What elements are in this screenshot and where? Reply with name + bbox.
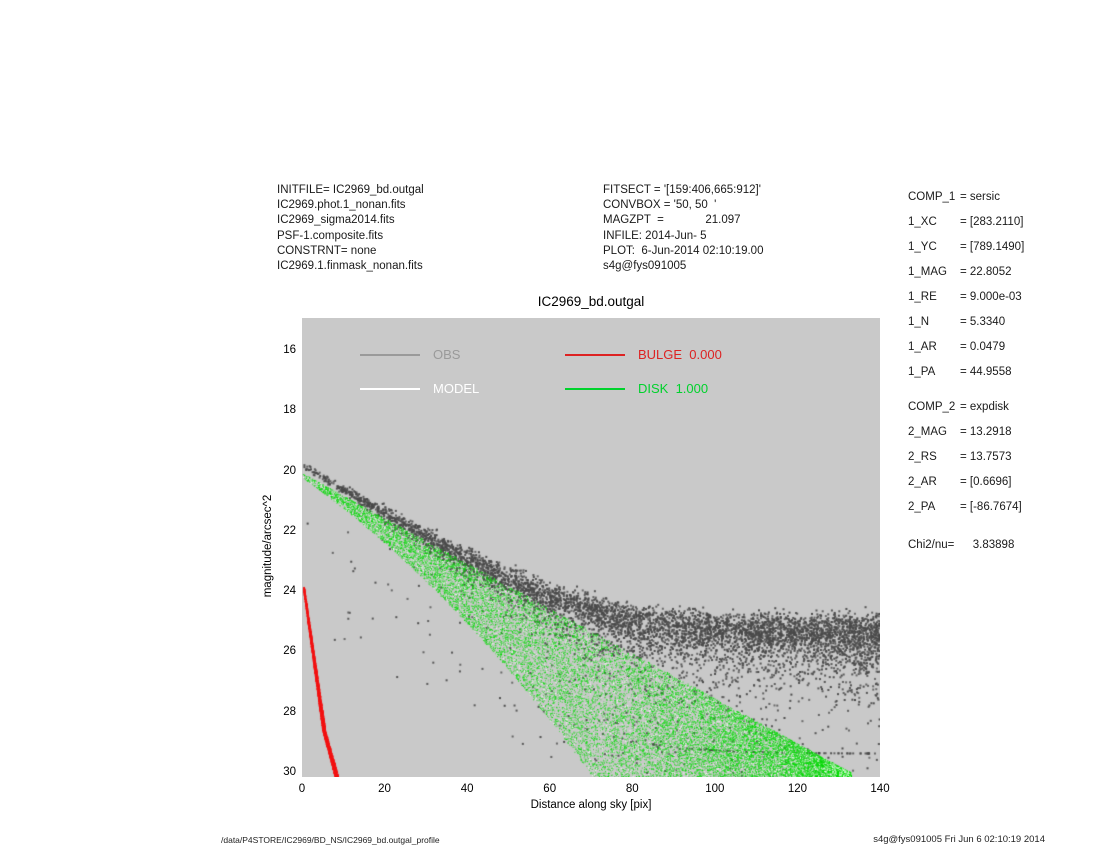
y-tick-label: 28 <box>283 705 296 718</box>
param-value: = 22.8052 <box>960 266 1012 278</box>
param-row <box>908 476 1024 501</box>
param-value: = [283.2110] <box>960 216 1024 228</box>
header-line: IC2969.1.finmask_nonan.fits <box>277 260 423 273</box>
param-name: Chi2/nu= <box>908 539 955 551</box>
y-axis-label: magnitude/arcsec^2 <box>262 494 274 598</box>
param-value: = 9.000e-03 <box>960 291 1022 303</box>
param-row <box>908 291 1024 316</box>
x-tick-label: 40 <box>460 783 474 795</box>
param-row <box>908 191 1024 216</box>
footer-user-timestamp: s4g@fys091005 Fri Jun 6 02:10:19 2014 <box>873 834 1045 845</box>
y-tick-label: 24 <box>283 585 296 598</box>
legend-swatch-line <box>360 354 420 356</box>
header-line: PLOT: 6-Jun-2014 02:10:19.00 <box>603 244 764 257</box>
plot-title: IC2969_bd.outgal <box>537 294 645 309</box>
x-tick-label: 120 <box>787 783 808 795</box>
param-value: = 13.2918 <box>960 426 1012 438</box>
y-tick-label: 30 <box>283 766 296 779</box>
param-group <box>908 539 1024 564</box>
x-tick-label: 60 <box>543 783 557 795</box>
legend-swatch-line <box>360 388 420 390</box>
param-value: = 44.9558 <box>960 366 1012 378</box>
param-row <box>908 401 1024 426</box>
x-tick-label: 100 <box>705 783 725 795</box>
header-fit-settings-block <box>603 183 763 274</box>
header-line: s4g@fys091005 <box>603 260 687 273</box>
header-line: CONVBOX = '50, 50 ' <box>603 199 717 212</box>
legend-label: DISK 1.000 <box>638 381 709 396</box>
y-tick-label: 16 <box>283 343 296 356</box>
header-input-files-block <box>277 183 424 274</box>
param-row <box>908 216 1024 241</box>
param-group <box>908 191 1024 391</box>
param-row <box>908 539 1024 564</box>
param-row <box>908 451 1024 476</box>
param-value: = [789.1490] <box>960 241 1025 253</box>
header-line: FITSECT = '[159:406,665:912]' <box>603 184 761 196</box>
param-row <box>908 426 1024 451</box>
param-name: COMP_2 <box>908 401 956 413</box>
param-value: = expdisk <box>960 401 1009 413</box>
y-tick-label: 18 <box>283 404 296 417</box>
x-tick-label: 140 <box>870 783 890 795</box>
header-line: IC2969_sigma2014.fits <box>277 214 395 227</box>
param-name: 1_MAG <box>908 266 947 278</box>
x-axis-label: Distance along sky [pix] <box>530 799 652 811</box>
profile-plot <box>262 294 890 811</box>
param-row <box>908 366 1024 391</box>
x-tick-label: 80 <box>625 783 639 795</box>
legend-swatch-line <box>565 354 625 356</box>
param-row <box>908 316 1024 341</box>
x-tick-label: 0 <box>298 783 306 795</box>
header-line: INFILE: 2014-Jun- 5 <box>603 229 707 242</box>
param-row <box>908 266 1024 291</box>
header-line: PSF-1.composite.fits <box>277 229 384 242</box>
param-name: 1_PA <box>908 366 936 378</box>
header-line: INITFILE= IC2969_bd.outgal <box>277 184 424 196</box>
y-tick-label: 26 <box>283 645 296 658</box>
legend-label: MODEL <box>433 381 480 396</box>
param-name: 1_N <box>908 316 930 328</box>
header-line: MAGZPT = 21.097 <box>603 214 741 227</box>
param-name: 1_AR <box>908 341 937 353</box>
param-value: = 0.0479 <box>960 341 1006 353</box>
legend-label: BULGE 0.000 <box>638 347 722 362</box>
param-row <box>908 501 1024 526</box>
param-name: 1_XC <box>908 216 937 228</box>
param-value: = sersic <box>960 191 1000 203</box>
param-row <box>908 341 1024 366</box>
param-name: COMP_1 <box>908 191 956 203</box>
header-line: IC2969.phot.1_nonan.fits <box>277 199 406 212</box>
legend-swatch-line <box>565 388 625 390</box>
param-value: = [0.6696] <box>960 476 1012 488</box>
profile-plot-canvas <box>302 318 880 777</box>
footer-file-path: /data/P4STORE/IC2969/BD_NS/IC2969_bd.outgal_profile <box>221 835 440 845</box>
param-value: = [-86.7674] <box>960 501 1022 513</box>
x-tick-label: 20 <box>378 783 391 795</box>
y-tick-label: 22 <box>283 524 296 537</box>
param-row <box>908 241 1024 266</box>
legend-label: OBS <box>433 347 461 362</box>
param-value: = 5.3340 <box>960 316 1006 328</box>
param-name: 1_RE <box>908 291 937 303</box>
y-tick-label: 20 <box>283 464 296 477</box>
param-value: 3.83898 <box>960 539 1015 551</box>
param-name: 1_YC <box>908 241 937 253</box>
param-group <box>908 401 1024 526</box>
header-line: CONSTRNT= none <box>277 244 377 257</box>
param-value: = 13.7573 <box>960 451 1012 463</box>
param-name: 2_MAG <box>908 426 947 438</box>
param-name: 2_PA <box>908 501 936 513</box>
fit-parameters-panel <box>908 191 1024 564</box>
param-name: 2_AR <box>908 476 937 488</box>
param-name: 2_RS <box>908 451 937 463</box>
